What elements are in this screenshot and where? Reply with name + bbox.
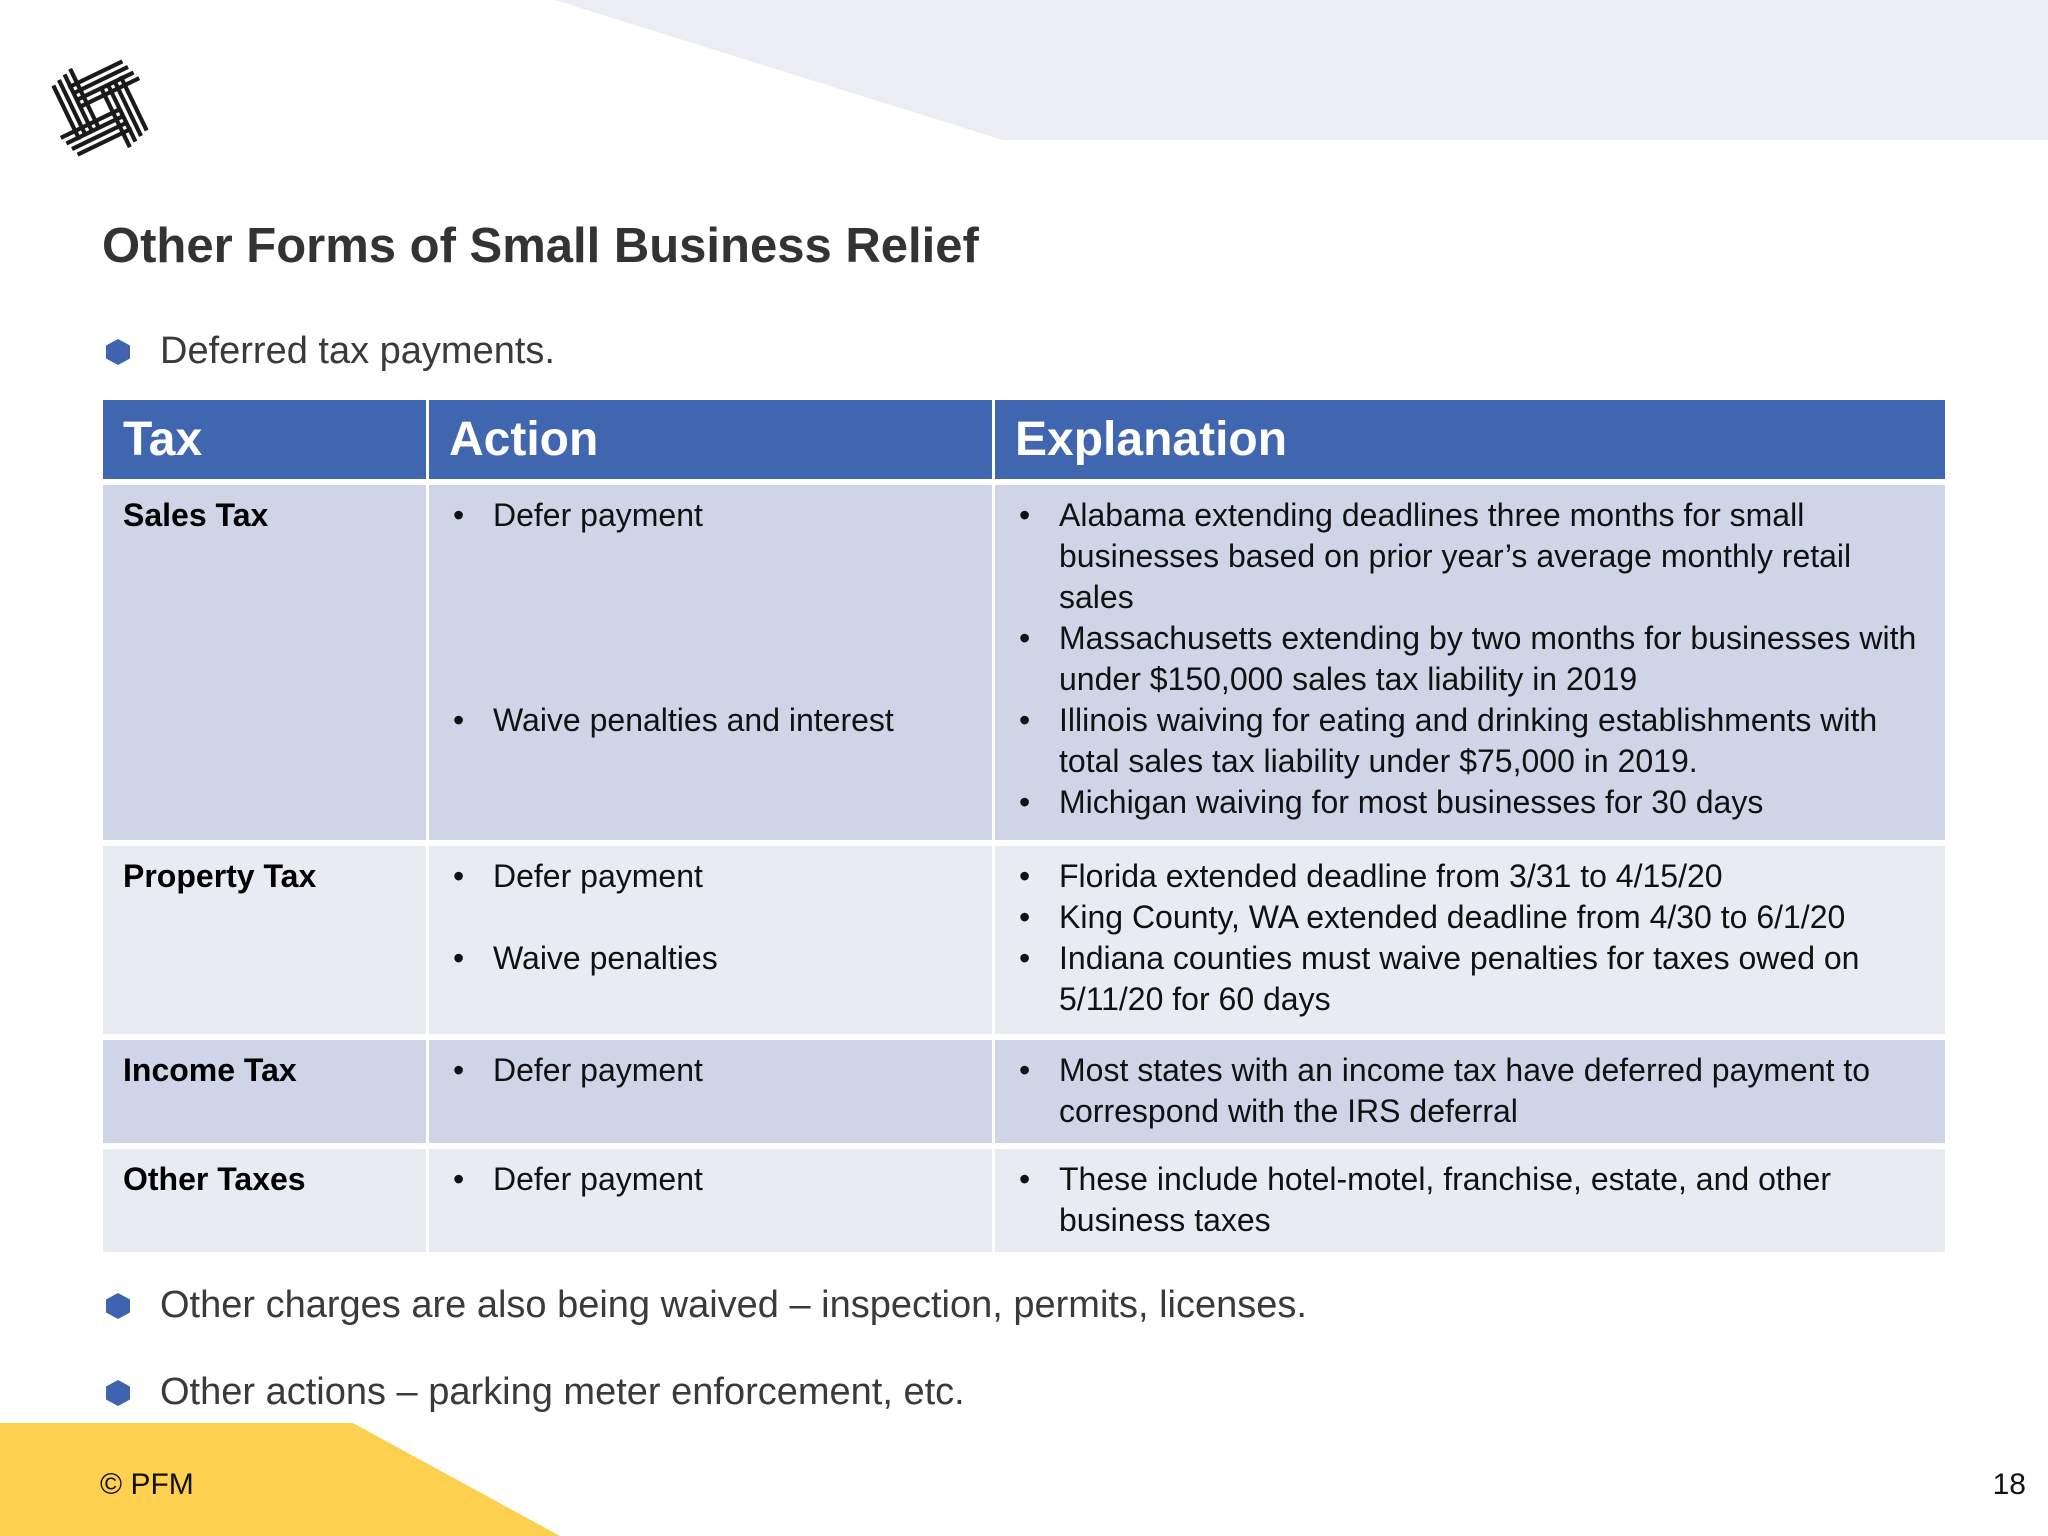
list-item: • King County, WA extended deadline from 4/30 to 6/1/20 [1015,897,1929,938]
pfm-logo-icon [44,52,156,164]
bullet-deferred-tax [106,330,555,373]
table-row-income-tax-name: Income Tax [103,1040,426,1143]
hexagon-bullet-icon [106,1380,130,1406]
bullet-other-actions [106,1371,965,1414]
table-row-income-tax-actions [429,1040,992,1143]
table-row-sales-tax-explanations [995,485,1945,840]
slide-title: Other Forms of Small Business Relief [102,219,979,273]
table-row-property-tax-actions [429,846,992,1034]
hexagon-bullet-icon [106,1293,130,1319]
list-item: • Massachusetts extending by two months for businesses with under $150,000 sales tax liability in 2019 [1015,618,1929,700]
bullet-text: Other charges are also being waived – inspection, permits, licenses. [160,1284,1307,1326]
list-item: • Most states with an income tax have deferred payment to correspond with the IRS deferral [1015,1050,1929,1132]
list-item: • Alabama extending deadlines three months for small businesses based on prior year’s average monthly retail sales [1015,495,1929,618]
list-item: • Defer payment [449,1159,976,1200]
page-number: 18 [1992,1468,2026,1501]
list-item: • Defer payment [449,495,976,536]
tax-relief-table [103,400,1945,1252]
bullet-text: Other actions – parking meter enforcement, etc. [160,1371,965,1413]
bullet-text: Deferred tax payments. [160,330,555,372]
table-row-property-tax-explanations [995,846,1945,1034]
list-item: • Michigan waiving for most businesses for 30 days [1015,782,1929,823]
top-decoration [555,0,2048,140]
bottom-decoration [0,1423,560,1536]
header-tax: Tax [103,400,426,479]
header-explanation: Explanation [995,400,1945,479]
hexagon-bullet-icon [106,339,130,365]
table-row-other-taxes-name: Other Taxes [103,1149,426,1252]
table-row-other-taxes-actions [429,1149,992,1252]
table-row-property-tax-name: Property Tax [103,846,426,1034]
list-item: • Illinois waiving for eating and drinking establishments with total sales tax liability under $75,000 in 2019. [1015,700,1929,782]
list-item: • These include hotel-motel, franchise, estate, and other business taxes [1015,1159,1929,1241]
list-item: • Defer payment [449,856,976,897]
list-item: • Waive penalties and interest [449,700,976,741]
list-item: • Indiana counties must waive penalties for taxes owed on 5/11/20 for 60 days [1015,938,1929,1020]
table-row-other-taxes-explanations [995,1149,1945,1252]
table-row-sales-tax-name: Sales Tax [103,485,426,840]
table-row-sales-tax-actions [429,485,992,840]
list-item: • Waive penalties [449,938,976,979]
footer-copyright: © PFM [100,1468,194,1501]
list-item: • Florida extended deadline from 3/31 to 4/15/20 [1015,856,1929,897]
header-action: Action [429,400,992,479]
table-row-income-tax-explanations [995,1040,1945,1143]
bullet-other-charges [106,1284,1307,1327]
list-item: • Defer payment [449,1050,976,1091]
